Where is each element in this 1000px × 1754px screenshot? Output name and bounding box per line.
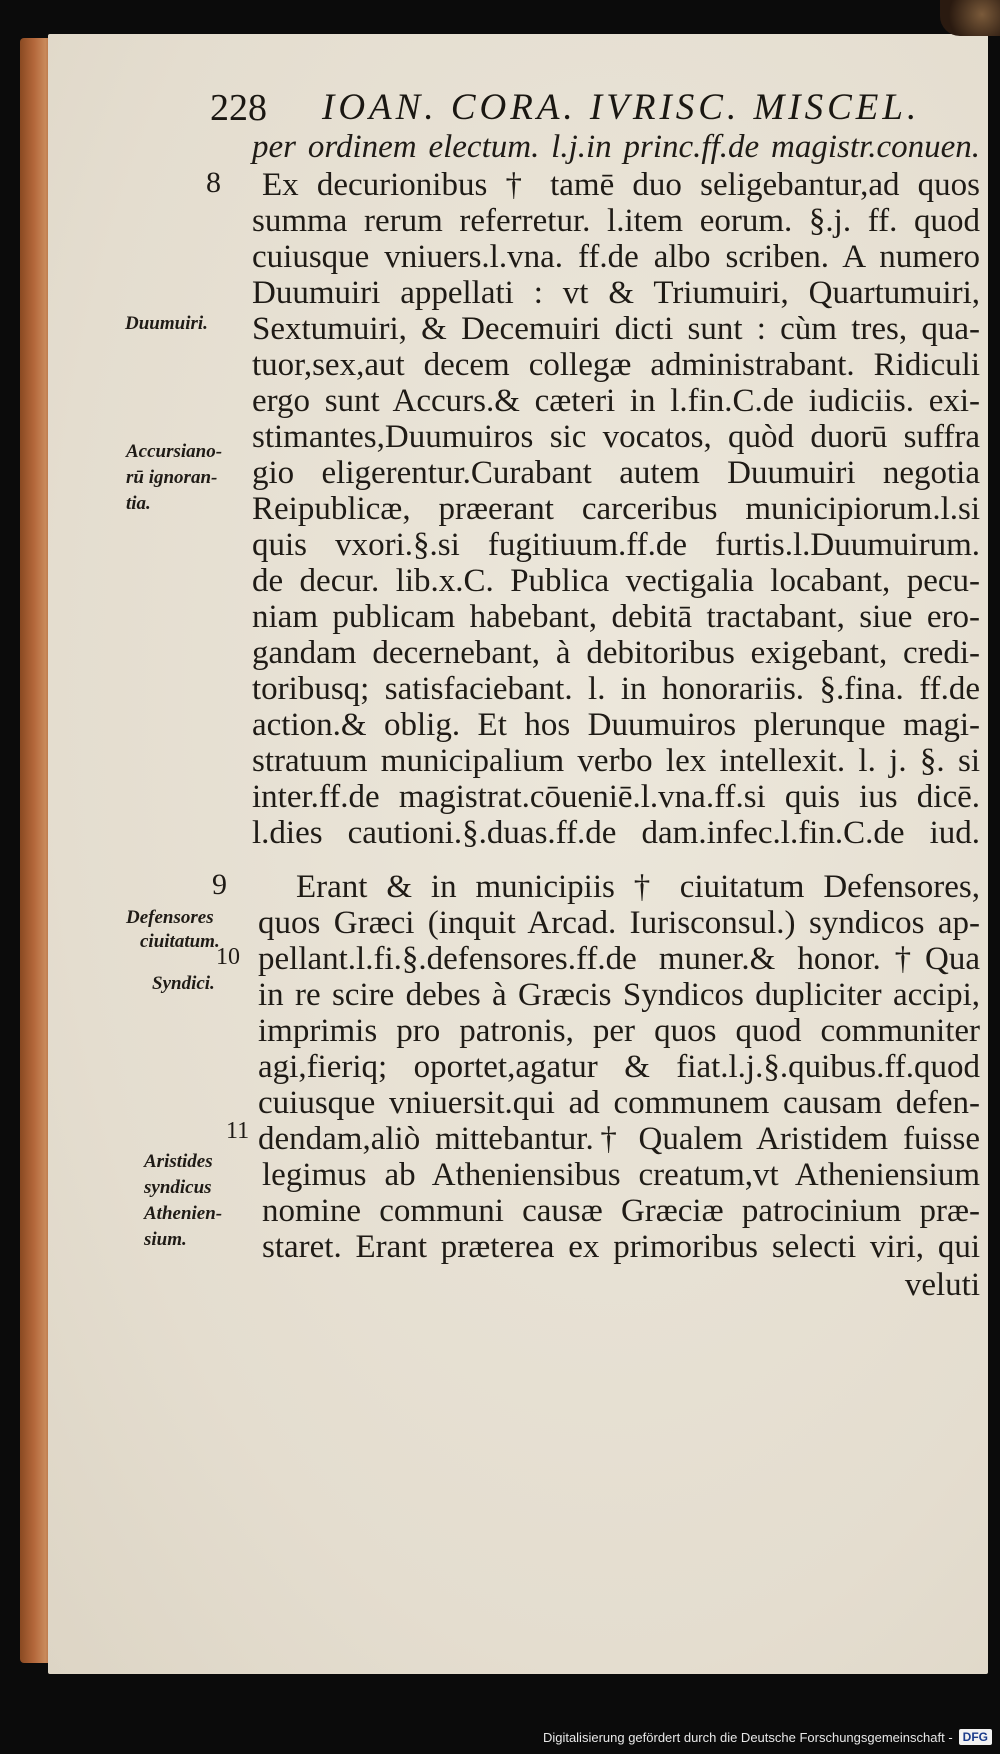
margin-note-aristides: syndicus [144, 1177, 212, 1198]
text-line: dendam,aliò mittebantur.† Qualem Aristidem fuisse [258, 1121, 980, 1157]
text-line: toribusq; satisfaciebant. l. in honorariis. §.fina. ff.de [252, 671, 980, 707]
text-line: gio eligerentur.Curabant autem Duumuiri negotia [252, 455, 980, 491]
text-line: Sextumuiri, & Decemuiri dicti sunt : cùm tres, qua- [252, 311, 980, 347]
text-line: stratuum municipalium verbo lex intellexit. l. j. §. si [252, 743, 980, 779]
catchword: veluti [904, 1267, 980, 1303]
text-line: cuiusque vniuers.l.vna. ff.de albo scriben. A numero [252, 239, 980, 275]
credit-text: Digitalisierung gefördert durch die Deutsche Forschungsgemeinschaft - [542, 1729, 953, 1745]
text-line: imprimis pro patronis, per quos quod communiter [258, 1013, 980, 1049]
margin-note-defensores: ciuitatum. [140, 931, 220, 952]
section-number: 8 [206, 166, 221, 199]
text-line: in re scire debes à Græcis Syndicos dupliciter accipi, [258, 977, 980, 1013]
text-line: summa rerum referretur. l.item eorum. §.j. ff. quod [252, 203, 980, 239]
margin-note-defensores: Defensores [126, 907, 214, 928]
text-line: Erant & in municipiis † ciuitatum Defensores, [296, 869, 980, 905]
margin-note-accursiano: Accursiano- [126, 441, 223, 462]
text-line: de decur. lib.x.C. Publica vectigalia locabant, pecu- [252, 563, 980, 599]
text-line: l.dies cautioni.§.duas.ff.de dam.infec.l.fin.C.de iud. [252, 815, 980, 851]
margin-note-accursiano: tia. [126, 493, 151, 514]
digitization-credit [543, 1726, 992, 1748]
text-line: quis vxori.§.si fugitiuum.ff.de furtis.l.Duumuirum. [252, 527, 980, 563]
text-line: niam publicam habebant, debitā tractabant, siue ero- [252, 599, 980, 635]
text-line: nomine communi causæ Græciæ patrocinium præ- [262, 1193, 980, 1229]
page-number: 228 [210, 87, 267, 129]
text-line: inter.ff.de magistrat.cōueniē.l.vna.ff.si quis ius dicē. [252, 779, 980, 815]
text-line: agi,fieriq; oportet,agatur & fiat.l.j.§.quibus.ff.quod [258, 1049, 980, 1085]
text-line: Ex decurionibus † tamē duo seligebantur,ad quos [262, 167, 980, 203]
text-line: tuor,sex,aut decem collegæ administrabant. Ridiculi [252, 347, 980, 383]
text-line: legimus ab Atheniensibus creatum,vt Atheniensium [262, 1157, 980, 1193]
text-line: gandam decernebant, à debitoribus exigebant, credi- [252, 635, 980, 671]
dfg-logo: DFG [959, 1729, 992, 1745]
text-line: ergo sunt Accurs.& cæteri in l.fin.C.de iudiciis. exi- [252, 383, 980, 419]
text-line: Duumuiri appellati : vt & Triumuiri, Quartumuiri, [252, 275, 980, 311]
section-number: 11 [226, 1118, 250, 1144]
text-line: quos Græci (inquit Arcad. Iurisconsul.) syndicos ap- [258, 905, 980, 941]
margin-note-aristides: Athenien- [144, 1203, 223, 1224]
text-line: action.& oblig. Et hos Duumuiros plerunque magi- [252, 707, 980, 743]
text-line: staret. Erant præterea ex primoribus selecti viri, qui [262, 1229, 980, 1265]
text-line: stimantes,Duumuiros sic vocatos, quòd duorū suffra [252, 419, 980, 455]
section-number: 9 [212, 868, 227, 901]
running-title: IOAN. CORA. IVRISC. MISCEL. [322, 87, 921, 128]
text-line: Reipublicæ, præerant carceribus municipiorum.l.si [252, 491, 980, 527]
margin-note-aristides: sium. [144, 1229, 187, 1250]
margin-note-duumuiri: Duumuiri. [125, 313, 208, 334]
margin-note-aristides: Aristides [144, 1151, 213, 1172]
margin-note-accursiano: rū ignoran- [126, 467, 218, 488]
text-line: cuiusque vniuersit.qui ad communem causam defen- [258, 1085, 980, 1121]
section-number: 10 [216, 944, 240, 970]
text-line: pellant.l.fi.§.defensores.ff.de muner.& honor.†Qua [258, 941, 980, 977]
margin-note-syndici: Syndici. [152, 973, 215, 994]
text-line: per ordinem electum. l.j.in princ.ff.de magistr.conuen. [252, 129, 980, 165]
